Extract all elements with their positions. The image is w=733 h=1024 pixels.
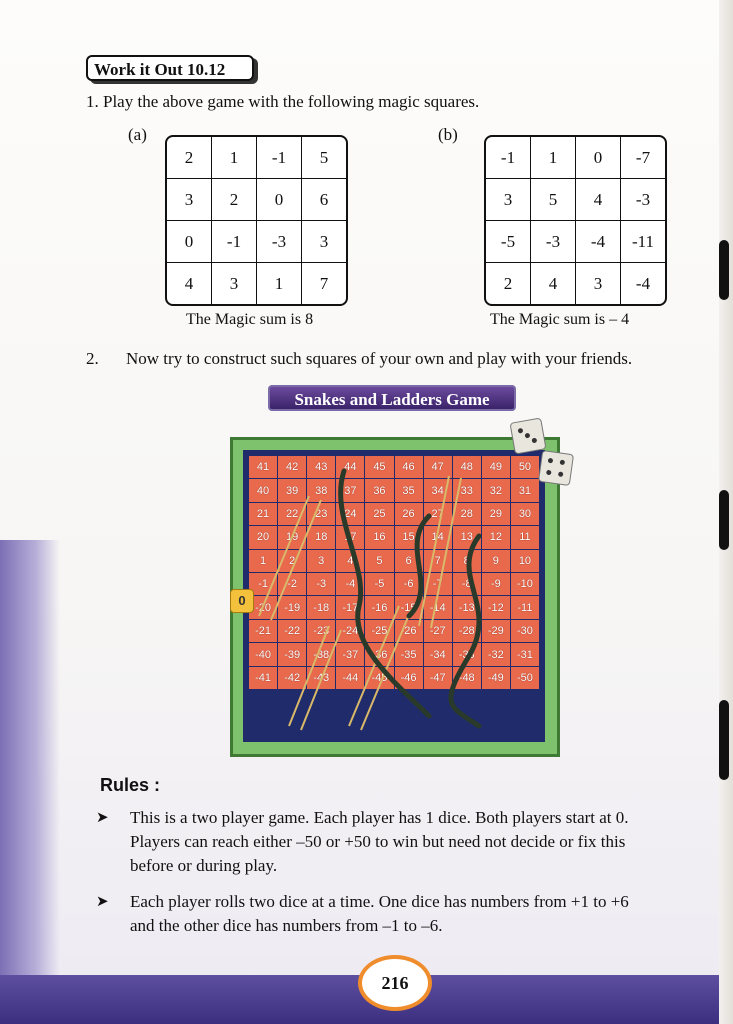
board-cell: 20 [249,526,277,548]
magic-square-cell: -3 [531,221,576,263]
magic-square-row [167,179,346,221]
magic-square-cell: 1 [257,263,302,304]
rule-1-line-1: This is a two player game. Each player has 1 dice. Both players start at 0. [130,808,629,827]
magic-square-cell: -1 [212,221,257,263]
bullet-arrow-icon: ➤ [96,894,109,910]
board-cell: -23 [307,620,335,642]
board-cell: -15 [395,596,423,618]
board-cell: -26 [395,620,423,642]
magic-square-row [167,263,346,304]
board-cell: 1 [249,550,277,572]
board-cell: -30 [511,620,539,642]
board-cell: 23 [307,503,335,525]
board-cell: 50 [511,456,539,478]
magic-square-cell: 3 [167,179,212,221]
magic-square-row [167,137,346,179]
magic-square-cell: -1 [486,137,531,179]
board-cell: 3 [307,550,335,572]
board-cell: 5 [365,550,393,572]
board-cell: 40 [249,479,277,501]
board-cell: -27 [424,620,452,642]
board-cell: 30 [511,503,539,525]
question-2-number: 2. [86,349,99,368]
square-b-label: (b) [438,125,458,144]
magic-square-cell: 2 [486,263,531,304]
rule-2 [130,890,690,938]
rule-1 [130,806,690,878]
magic-square-cell: -3 [257,221,302,263]
magic-square-cell: -3 [621,179,665,221]
board-cell: 35 [395,479,423,501]
board-cell: -18 [307,596,335,618]
board-cell: -5 [365,573,393,595]
board-cell: -40 [249,643,277,665]
board-cell: -12 [482,596,510,618]
board-cell: 37 [336,479,364,501]
board-cell: 18 [307,526,335,548]
magic-square-cell: -4 [635,273,651,293]
board-cell: 25 [365,503,393,525]
board-cell: -16 [365,596,393,618]
board-cell: 9 [482,550,510,572]
square-b-caption: The Magic sum is – 4 [490,311,630,328]
question-2-text: Now try to construct such squares of your own and play with your friends. [126,349,633,368]
rule-2-line-1: Each player rolls two dice at a time. One dice has numbers from +1 to +6 [130,892,629,911]
board-cell: 16 [365,526,393,548]
board-cell: -32 [482,643,510,665]
board-cell: 39 [278,479,306,501]
board-cell: 11 [511,526,539,548]
board-cell: 13 [453,526,481,548]
snakes-ladders-board [230,437,560,757]
work-it-out-box: Work it Out 10.12 [86,55,254,81]
board-cell: 28 [453,503,481,525]
magic-square-cell: 5 [302,137,346,179]
board-cell: -34 [424,643,452,665]
board-cell: 6 [395,550,423,572]
board-cell: 36 [365,479,393,501]
board-cell: -6 [395,573,423,595]
board-cell: -50 [511,667,539,689]
board-cell: -4 [336,573,364,595]
board-cell: -2 [278,573,306,595]
board-cell: 44 [336,456,364,478]
page-number: 216 [358,955,432,1011]
board-cell: -25 [365,620,393,642]
board-cell: 41 [249,456,277,478]
board-cell: -28 [453,620,481,642]
bullet-arrow-icon: ➤ [96,810,109,826]
magic-square-cell: -1 [257,137,302,179]
dice-icon [538,450,574,486]
board-cell: -35 [395,643,423,665]
board-cell: 10 [511,550,539,572]
board-cell: 15 [395,526,423,548]
board-cell: -11 [511,596,539,618]
magic-square-cell: 3 [302,221,346,263]
board-cell: 12 [482,526,510,548]
board-cell: -3 [307,573,335,595]
board-cell: -38 [307,643,335,665]
board-cell: 21 [249,503,277,525]
board-cell: -46 [395,667,423,689]
board-cell: 17 [336,526,364,548]
magic-square-cell: 4 [531,263,576,304]
board-cell: -7 [424,573,452,595]
magic-square-cell: 0 [576,137,621,179]
board-cell: 43 [307,456,335,478]
board-cell: -9 [482,573,510,595]
board-cell: 34 [424,479,452,501]
magic-square-cell: 1 [212,137,257,179]
board-cell: -43 [307,667,335,689]
magic-square-b [484,135,667,306]
square-a-label: (a) [128,125,147,144]
magic-square-cell: -4 [576,221,621,263]
board-cell: -10 [511,573,539,595]
magic-square-cell: 0 [257,179,302,221]
question-1: 1. Play the above game with the following magic squares. [86,92,480,111]
board-cell: -20 [249,596,277,618]
dice-icon [509,417,546,454]
board-cell: 45 [365,456,393,478]
board-cell: 24 [336,503,364,525]
board-cell: 31 [511,479,539,501]
magic-square-cell: 2 [212,179,257,221]
board-cell: -1 [249,573,277,595]
board-cell: -22 [278,620,306,642]
magic-square-cell: 2 [167,137,212,179]
magic-square-a [165,135,348,306]
magic-square-row [486,179,665,221]
board-cell: 27 [424,503,452,525]
board-cell: 26 [395,503,423,525]
board-cell: -24 [336,620,364,642]
rule-1-line-2: Players can reach either –50 or +50 to win but need not decide or fix this [130,832,626,851]
board-cell: 29 [482,503,510,525]
magic-square-row [486,263,665,304]
board-cell: -48 [453,667,481,689]
board-cell: -29 [482,620,510,642]
magic-square-row [486,221,665,263]
magic-square-cell: 6 [302,179,346,221]
rules-heading: Rules : [100,775,161,795]
magic-square-cell: 7 [319,273,329,293]
magic-square-row [167,221,346,263]
square-a-caption: The Magic sum is 8 [186,311,314,328]
board-cell: -45 [365,667,393,689]
board-cell: 32 [482,479,510,501]
rule-1-line-3: before or during play. [130,856,278,875]
board-cell: -14 [424,596,452,618]
board-cell: -21 [249,620,277,642]
magic-square-cell: 4 [167,263,212,304]
board-cell: -17 [336,596,364,618]
board-cell: 42 [278,456,306,478]
page-side-decoration [0,540,60,1002]
magic-square-row [486,137,665,179]
board-cell: 46 [395,456,423,478]
board-cell: -44 [336,667,364,689]
board-cell: 2 [278,550,306,572]
board-cell: 14 [424,526,452,548]
board-cell: 7 [424,550,452,572]
board-cell: 4 [336,550,364,572]
board-cell: 49 [482,456,510,478]
board-cell: 38 [307,479,335,501]
rule-2-line-2: and the other dice has numbers from –1 to –6. [130,916,443,935]
magic-square-cell: -11 [621,221,665,263]
magic-square-cell: 0 [167,221,212,263]
board-cell: -8 [453,573,481,595]
board-cell: -33 [453,643,481,665]
board-cell: 47 [424,456,452,478]
board-cell: -42 [278,667,306,689]
magic-square-cell: 4 [576,179,621,221]
page-right-edge [719,0,733,1024]
board-cell: -47 [424,667,452,689]
board-inner [243,450,545,742]
game-title-banner: Snakes and Ladders Game [268,385,516,411]
board-cell: 22 [278,503,306,525]
board-cell: 33 [453,479,481,501]
board-cell: -31 [511,643,539,665]
board-cell: -41 [249,667,277,689]
board-cell: -19 [278,596,306,618]
board-cell: -37 [336,643,364,665]
board-cell: -49 [482,667,510,689]
board-cell: -36 [365,643,393,665]
board-grid [249,456,539,736]
magic-square-cell: 1 [531,137,576,179]
question-2 [86,349,632,369]
magic-square-cell: -7 [621,137,665,179]
magic-square-cell: -5 [486,221,531,263]
magic-square-cell: 3 [486,179,531,221]
magic-square-cell: 5 [531,179,576,221]
board-cell: 8 [453,550,481,572]
start-zero-tag: 0 [230,589,254,613]
board-cell: -39 [278,643,306,665]
board-cell: 48 [453,456,481,478]
board-cell: 19 [278,526,306,548]
board-cell: -13 [453,596,481,618]
magic-square-cell: 3 [576,263,621,304]
magic-square-cell: 3 [212,263,257,304]
